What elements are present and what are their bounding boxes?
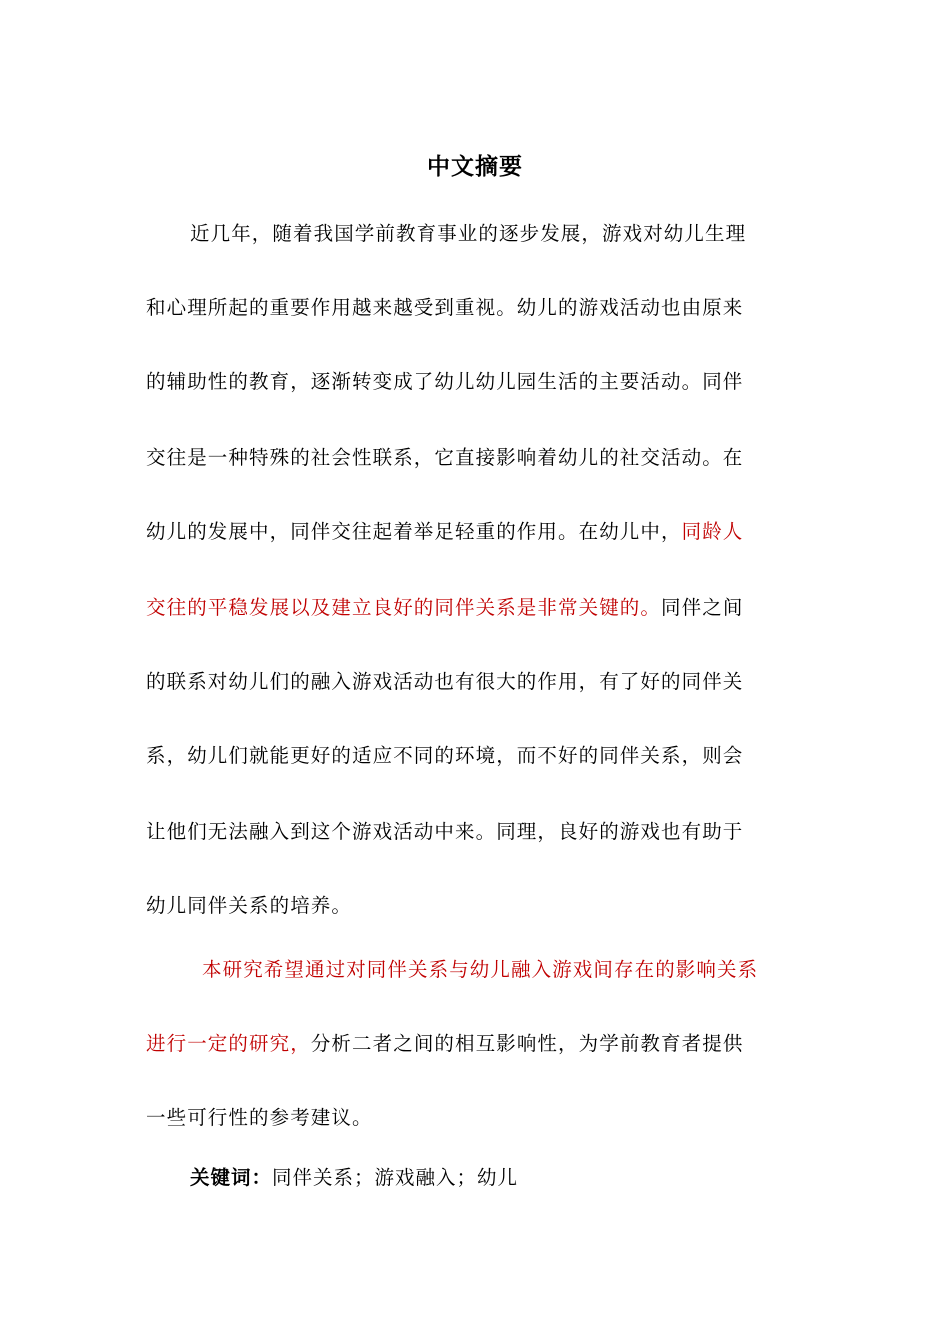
paragraph-line: 系，幼儿们就能更好的适应不同的环境，而不好的同伴关系，则会 (146, 744, 744, 767)
paragraph-line: 让他们无法融入到这个游戏活动中来。同理，良好的游戏也有助于 (146, 820, 744, 843)
text-segment: 同伴之间 (661, 596, 744, 619)
keywords (190, 1162, 518, 1190)
paragraph-line (146, 1028, 806, 1056)
paragraph-line (146, 516, 806, 544)
paragraph-line: 幼儿同伴关系的培养。 (146, 894, 353, 917)
paragraph-line: 的联系对幼儿们的融入游戏活动也有很大的作用，有了好的同伴关 (146, 670, 744, 693)
keywords-value: 同伴关系；游戏融入；幼儿 (272, 1166, 519, 1189)
keywords-label: 关键词： (190, 1166, 273, 1189)
highlighted-text: 同龄人 (681, 520, 744, 543)
paragraph-line: 近几年，随着我国学前教育事业的逐步发展，游戏对幼儿生理 (190, 222, 747, 245)
highlighted-text: 本研究希望通过对同伴关系与幼儿融入游戏间存在的影响关系 (202, 958, 759, 981)
page-title: 中文摘要 (427, 154, 523, 180)
text-segment: 分析二者之间的相互影响性，为学前教育者提供 (310, 1032, 744, 1055)
highlighted-text: 交往的平稳发展以及建立良好的同伴关系是非常关键的。 (146, 596, 662, 619)
text-segment: 幼儿的发展中，同伴交往起着举足轻重的作用。在幼儿中， (146, 520, 682, 543)
paragraph-line: 的辅助性的教育，逐渐转变成了幼儿幼儿园生活的主要活动。同伴 (146, 370, 744, 393)
paragraph-line: 交往是一种特殊的社会性联系，它直接影响着幼儿的社交活动。在 (146, 446, 744, 469)
paragraph-line: 一些可行性的参考建议。 (146, 1106, 373, 1129)
highlighted-text: 进行一定的研究， (146, 1032, 311, 1055)
paragraph-line: 和心理所起的重要作用越来越受到重视。幼儿的游戏活动也由原来 (146, 296, 744, 319)
paragraph-line (146, 592, 806, 620)
